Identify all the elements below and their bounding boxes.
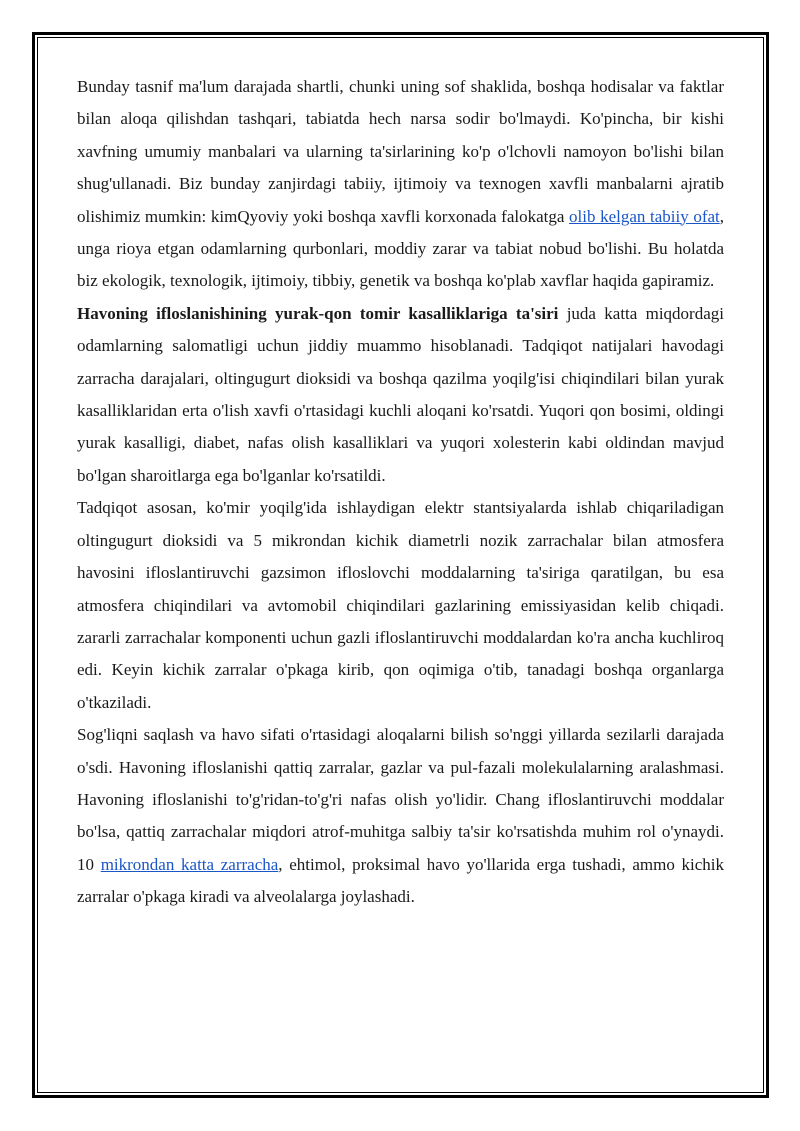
paragraph-text: Tadqiqot asosan, ko'mir yoqilg'ida ishlaydigan elektr stantsiyalarda ishlab chiqariladigan oltingugurt dioksidi va 5 mikrondan kichik diametrli nozik zarrachalar bilan atmosfera havosini ifloslantiruvchi gazsimon ifloslovchi moddalarning ta'siriga qaratilgan, bu esa atmosfera chiqindilari va avtomobil chiqindilari gazlarining emissiyasidan kelib chiqadi. zararli zarrachalar komponenti uchun gazli ifloslantiruvchi moddalardan ko'ra ancha kuchliroq edi. Keyin kichik zarralar o'pkaga kirib, qon oqimiga o'tib, tanadagi boshqa organlarga o'tkaziladi. bbox=[77, 498, 724, 712]
paragraph-text: , unga rioya etgan odamlarning qurbonlari, moddiy zarar va tabiat nobud bo'lishi. Bu holatda biz ekologik, texnologik, ijtimoiy, tibbiy, genetik va boshqa ko'plab xavflar haqida gapiramiz. bbox=[77, 206, 724, 291]
paragraph-text: , ehtimol, proksimal havo yo'llarida erga tushadi, ammo kichik zarralar o'pkaga kiradi va alveolalarga joylashadi. bbox=[77, 854, 724, 907]
document-body bbox=[77, 71, 724, 914]
paragraph-3 bbox=[77, 492, 724, 719]
link-mikrondan-katta-zarracha[interactable]: mikrondan katta zarracha bbox=[100, 854, 279, 874]
bold-heading: Havoning ifloslanishining yurak-qon tomir kasalliklariga ta'siri bbox=[77, 303, 559, 323]
paragraph-text: Sog'liqni saqlash va havo sifati o'rtasidagi aloqalarni bilish so'nggi yillarda sezilarli darajada o'sdi. Havoning ifloslanishi qattiq zarralar, gazlar va pul-fazali molekulalarning aralashmasi. Havoning ifloslanishi to'g'ridan-to'g'ri nafas olish yo'lidir. Chang ifloslantiruvchi moddalar bo'lsa, qattiq zarrachalar miqdori atrof-muhitga salbiy ta'sir ko'rsatishda muhim rol o'ynaydi. 10 bbox=[77, 725, 724, 874]
paragraph-4 bbox=[77, 719, 724, 913]
paragraph-2 bbox=[77, 298, 724, 492]
paragraph-text: juda katta miqdordagi odamlarning salomatligi uchun jiddiy muammo hisoblanadi. Tadqiqot natijalari havodagi zarracha darajalari, oltingugurt dioksidi va boshqa qazilma yoqilg'isi chiqindilari bilan yurak kasalliklaridan erta o'lish xavfi o'rtasidagi kuchli aloqani ko'rsatdi. Yuqori qon bosimi, oldingi yurak kasalligi, diabet, nafas olish kasalliklari va yuqori xolesterin kabi oldindan mavjud bo'lgan sharoitlarga ega bo'lganlar ko'rsatildi. bbox=[77, 303, 724, 485]
paragraph-1 bbox=[77, 71, 724, 298]
link-olib-kelgan-tabiiy-ofat[interactable]: olib kelgan tabiiy ofat bbox=[569, 206, 720, 226]
paragraph-text: Bunday tasnif ma'lum darajada shartli, chunki uning sof shaklida, boshqa hodisalar va faktlar bilan aloqa qilishdan tashqari, tabiatda hech narsa sodir bo'lmaydi. Ko'pincha, bir kishi xavfning umumiy manbalari va ularning ta'sirlarining ko'p o'lchovli namoyon bo'lishi bilan shug'ullanadi. Biz bunday zanjirdagi tabiiy, ijtimoiy va texnogen xavfli manbalarni ajratib olishimiz mumkin: kimQyoviy yoki boshqa xavfli korxonada falokatga bbox=[77, 77, 724, 226]
